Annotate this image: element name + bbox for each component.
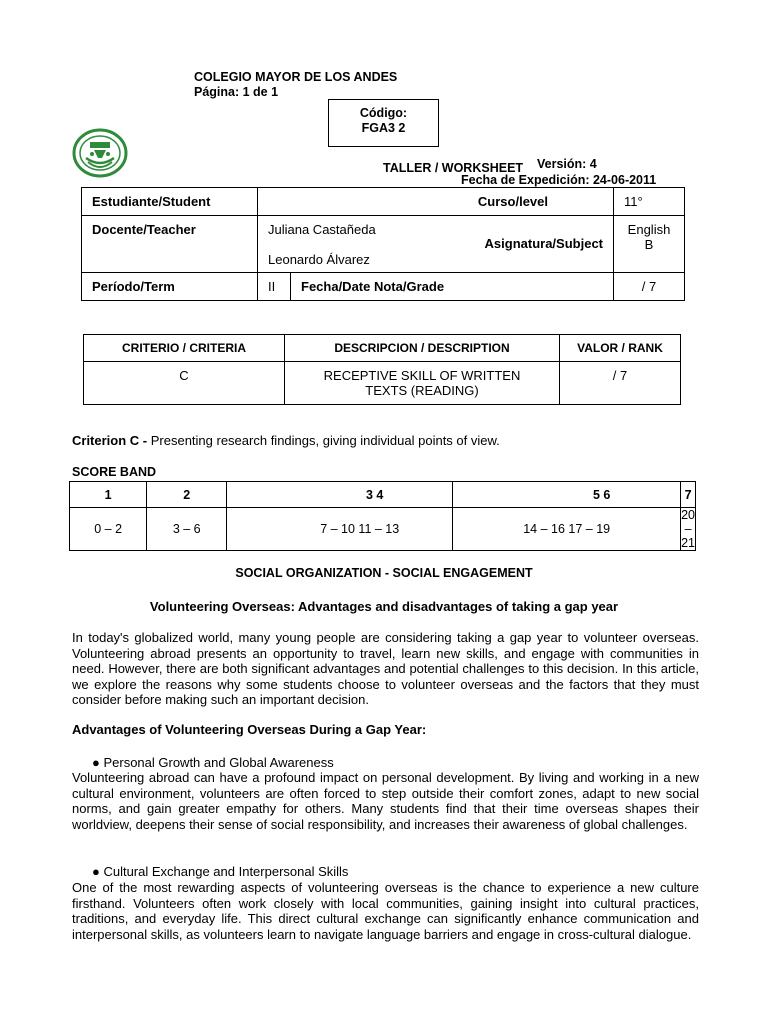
version-label: Versión: 4 bbox=[537, 157, 597, 171]
band-1: 1 bbox=[70, 482, 147, 508]
student-label: Estudiante/Student bbox=[82, 188, 258, 216]
band-3: 3 4 bbox=[227, 482, 453, 508]
range-3: 7 – 10 11 – 13 bbox=[227, 508, 453, 551]
school-header bbox=[194, 70, 397, 100]
point1-title: ● Personal Growth and Global Awareness bbox=[92, 755, 334, 770]
article-title: Volunteering Overseas: Advantages and disadvantages of taking a gap year bbox=[149, 599, 619, 614]
date-grade-label: Fecha/Date Nota/Grade bbox=[291, 273, 614, 301]
range-5: 20 – 21 bbox=[681, 508, 695, 550]
teacher-name-2: Leonardo Álvarez bbox=[268, 252, 370, 267]
teacher-label: Docente/Teacher bbox=[82, 216, 258, 273]
issue-date: Fecha de Expedición: 24-06-2011 bbox=[461, 173, 657, 187]
subject-value-line2: B bbox=[644, 237, 654, 252]
range-1: 0 – 2 bbox=[70, 508, 147, 551]
range-2: 3 – 6 bbox=[147, 508, 227, 551]
range-4: 14 – 16 17 – 19 bbox=[453, 508, 681, 551]
code-label: Código: bbox=[359, 106, 408, 120]
description-line2: TEXTS (READING) bbox=[365, 383, 479, 398]
criteria-header: CRITERIO / CRITERIA bbox=[84, 335, 285, 362]
advantages-heading: Advantages of Volunteering Overseas During a Gap Year: bbox=[72, 722, 427, 737]
subject-value bbox=[614, 216, 685, 273]
teacher-name-1: Juliana Castañeda bbox=[268, 222, 376, 237]
description-line1: RECEPTIVE SKILL OF WRITTEN bbox=[323, 368, 521, 383]
description-header: DESCRIPCION / DESCRIPTION bbox=[285, 335, 560, 362]
rank-value: / 7 bbox=[560, 362, 681, 405]
term-value: II bbox=[258, 273, 291, 301]
criterion-line bbox=[72, 433, 500, 448]
worksheet-title: TALLER / WORKSHEET bbox=[383, 161, 524, 175]
page-number: Página: 1 de 1 bbox=[194, 85, 279, 99]
code-box bbox=[328, 99, 439, 147]
student-info-table bbox=[81, 187, 685, 301]
point2-paragraph: One of the most rewarding aspects of volunteering overseas is the chance to experience a new culture firsthand. Volunteers often work closely with local communities, gaining insight into cultural practices, traditions, and everyday life. This direct cultural exchange can significantly enhance communication and interpersonal skills, as volunteers learn to navigate language barriers and engage in cross-cultural dialogue. bbox=[72, 880, 699, 942]
subject-value-line1: English bbox=[627, 222, 671, 237]
point1-paragraph: Volunteering abroad can have a profound impact on personal development. By living and working in a new cultural environment, volunteers are often forced to step outside their comfort zones, adapt to new social norms, and gain greater empathy for others. Many students find that their time overseas shapes their worldview, deepens their sense of social responsibility, and increases their awareness of global challenges. bbox=[72, 770, 699, 832]
teacher-cell bbox=[258, 216, 614, 273]
intro-paragraph: In today's globalized world, many young people are considering taking a gap year to volunteer overseas. Volunteering abroad presents an opportunity to travel, learn new skills, and engage with communities in need. However, there are both significant advantages and potential challenges to this decision. In this article, we explore the reasons why some students choose to volunteer overseas and the factors that they must consider before making such an important decision. bbox=[72, 630, 699, 707]
band-4: 5 6 bbox=[453, 482, 681, 508]
criterion-label: Criterion C - bbox=[72, 433, 148, 448]
section-title: SOCIAL ORGANIZATION - SOCIAL ENGAGEMENT bbox=[235, 566, 533, 580]
criteria-table bbox=[83, 334, 681, 405]
grade-value: / 7 bbox=[614, 273, 685, 301]
score-band-title: SCORE BAND bbox=[72, 465, 157, 479]
criterion-value: C bbox=[84, 362, 285, 405]
rank-header: VALOR / RANK bbox=[560, 335, 681, 362]
score-band-table bbox=[69, 481, 696, 551]
code-value: FGA3 2 bbox=[361, 121, 406, 135]
description-value bbox=[285, 362, 560, 405]
subject-label: Asignatura/Subject bbox=[484, 236, 603, 251]
school-name: COLEGIO MAYOR DE LOS ANDES bbox=[194, 70, 398, 84]
band-5: 7 bbox=[681, 482, 696, 508]
term-label: Período/Term bbox=[82, 273, 258, 301]
course-value: 11° bbox=[614, 188, 685, 216]
criterion-text: Presenting research findings, giving individual points of view. bbox=[147, 433, 500, 448]
course-label: Curso/level bbox=[258, 188, 614, 216]
school-logo-icon bbox=[72, 128, 128, 178]
band-2: 2 bbox=[147, 482, 227, 508]
point2-title: ● Cultural Exchange and Interpersonal Skills bbox=[92, 864, 349, 879]
